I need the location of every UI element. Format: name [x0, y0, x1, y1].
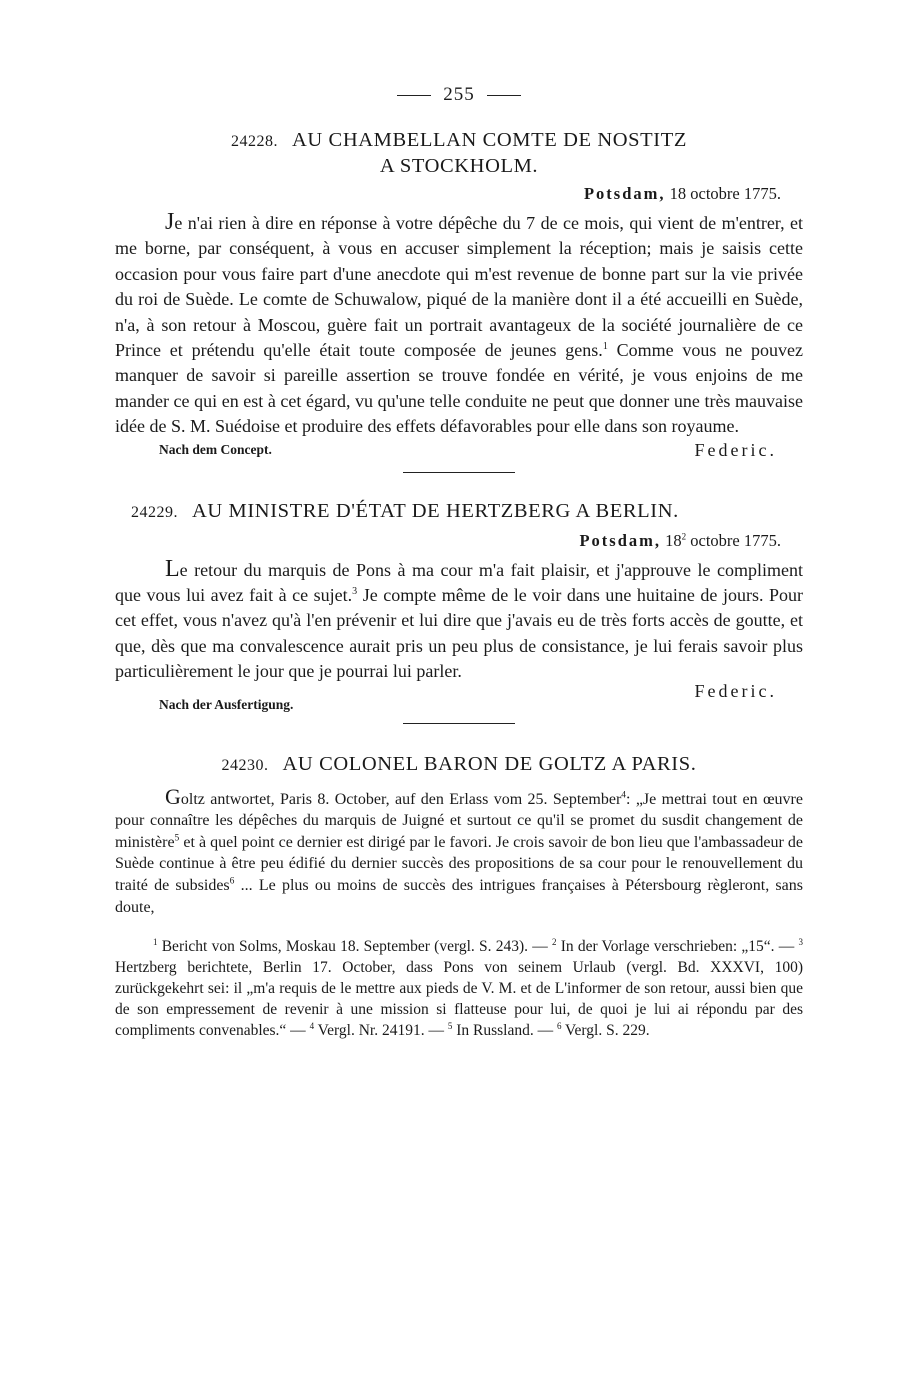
- initial-letter: G: [165, 783, 181, 809]
- body-text-continued: Je compte même de le voir dans une huitaine de jours. Pour cet effet, vous n'avez qu'à l'en prévenir et lui dire que j'avais eu de très forts accès de goutte, et que, dès que ma convalescence aurait pris un peu plus de consistance, je lui ferais savoir plus particulièrement le jour que je pourrai lui parler.: [115, 585, 803, 682]
- letter-body: [115, 557, 803, 685]
- body-text-continued: Comme vous ne pouvez manquer de savoir si pareille assertion se trouve fondée en vérité, je vous enjoins de me mander ce qui en est à cet égard, vu qu'une telle conduite ne peut que donner une très mauvaise idée de S. M. Suédoise et produire des effets défavorables pour elle dans son royaume.: [115, 340, 803, 437]
- source-note: Nach dem Concept.: [159, 441, 272, 457]
- initial-letter: J: [165, 209, 175, 235]
- footnote-ref: 6: [229, 876, 235, 887]
- footnote-marker: 3: [798, 937, 803, 948]
- page-number-dash-right: [487, 95, 521, 96]
- letter-24230: [115, 752, 803, 919]
- document-page: [115, 84, 803, 1041]
- letter-24229: [115, 499, 803, 724]
- signature: Federic.: [694, 439, 777, 460]
- footnote-text: In Russland. —: [452, 1022, 557, 1040]
- date-text: octobre 1775.: [686, 530, 781, 550]
- initial-letter: L: [165, 555, 180, 582]
- footnote-ref: 1: [602, 341, 608, 353]
- letter-number: 24229.: [131, 503, 178, 521]
- letter-number: 24228.: [231, 133, 279, 150]
- signature: Federic.: [694, 680, 777, 701]
- footnote-ref: 4: [621, 790, 627, 801]
- footnote-text: Vergl. S. 229.: [561, 1022, 650, 1040]
- letter-number: 24230.: [221, 756, 269, 774]
- footnote-text: Bericht von Solms, Moskau 18. September (vergl. S. 243). —: [157, 938, 552, 956]
- footnote-text: Hertzberg berichtete, Berlin 17. October, dass Pons von seinem Urlaub (vergl. Bd. XXXVI, 100) zurückgekehrt sei: il „m'a requis de le mettre aux pieds de V. M. et de L'informer de son retour, aussi bien que de son empressement de revenir à une mission si flatteuse pour lui, de quoi je lui ai répondu par des compliments convenables.“ —: [115, 959, 803, 1040]
- body-text: e n'ai rien à dire en réponse à votre dépêche du 7 de ce mois, qui vient de m'entrer, et me borne, par conséquent, à vous en accuser simplement la réception; mais je saisis cette occasion pour vous faire part d'une anecdote qui m'est revenue de bonne part sur la vie privée du roi de Suède. Le comte de Schuwalow, piqué de la manière dont il a été accueilli en Suède, n'a, à son retour à Moscou, guère fait un portrait avantageux de la société journalière de ce Prince et prétendu qu'elle était toute composée de jeunes gens.: [115, 213, 803, 361]
- date-day: 18: [665, 530, 682, 550]
- footnotes: [115, 936, 803, 1041]
- letter-title-line2: A STOCKHOLM.: [379, 155, 539, 177]
- footnote-text: Vergl. Nr. 24191. —: [314, 1022, 448, 1040]
- body-text: oltz antwortet, Paris 8. October, auf den Erlass vom 25. September: [180, 790, 622, 808]
- footnote-marker: 4: [309, 1021, 315, 1032]
- letter-title: AU COLONEL BARON DE GOLTZ A PARIS.: [282, 752, 697, 775]
- footnote-marker: 2: [551, 937, 557, 948]
- body-text: ... Le plus ou moins de succès des intrigues françaises à Pétersbourg règleront, sans doute,: [115, 877, 803, 916]
- letter-dateline: [115, 184, 781, 204]
- date-place: Potsdam,: [579, 530, 662, 550]
- letter-heading: [115, 752, 803, 778]
- body-text: : „Je mettrai tout en œuvre pour connaître les dépêches du marquis de Juigné et surtout ce qu'il se promet du susdit changement de ministère: [115, 790, 803, 851]
- letter-title: AU CHAMBELLAN COMTE DE NOSTITZ: [292, 129, 687, 151]
- footnote-ref: 2: [681, 531, 687, 542]
- footnote-ref: 5: [174, 833, 180, 844]
- footnote-marker: 5: [447, 1021, 453, 1032]
- letter-heading: [115, 499, 803, 525]
- letter-body: [115, 783, 803, 919]
- signature-row: [115, 680, 803, 719]
- date-text: 18 octobre 1775.: [669, 184, 781, 203]
- page-number-dash-left: [397, 95, 431, 96]
- page-number: [115, 84, 803, 106]
- signature-row: [115, 440, 803, 468]
- body-text: e retour du marquis de Pons à ma cour m'a fait plaisir, et j'approuve le compliment que vous lui avez fait à ce sujet.: [115, 559, 803, 606]
- page-number-text: 255: [443, 84, 475, 105]
- section-divider: [403, 472, 515, 473]
- date-place: Potsdam,: [583, 184, 666, 203]
- body-text: et à quel point ce dernier est dirigé par le favori. Je crois savoir de bon lieu que l'ambassadeur de Suède continue à être peu édifié du dernier succès des propositions de sa cour pour le renouvellement du traité de subsides: [115, 833, 803, 895]
- letter-24228: [115, 128, 803, 473]
- letter-title: AU MINISTRE D'ÉTAT DE HERTZBERG A BERLIN.: [192, 499, 679, 522]
- footnote-ref: 3: [352, 586, 358, 598]
- letter-body: [115, 210, 803, 440]
- source-note: Nach der Ausfertigung.: [159, 696, 294, 712]
- section-divider: [403, 723, 515, 724]
- footnote-text: In der Vorlage verschrieben: „15“. —: [556, 938, 799, 956]
- footnote-marker: 6: [556, 1021, 562, 1032]
- letter-dateline: [115, 531, 781, 551]
- letter-heading: [115, 128, 803, 154]
- footnote-marker: 1: [153, 937, 158, 948]
